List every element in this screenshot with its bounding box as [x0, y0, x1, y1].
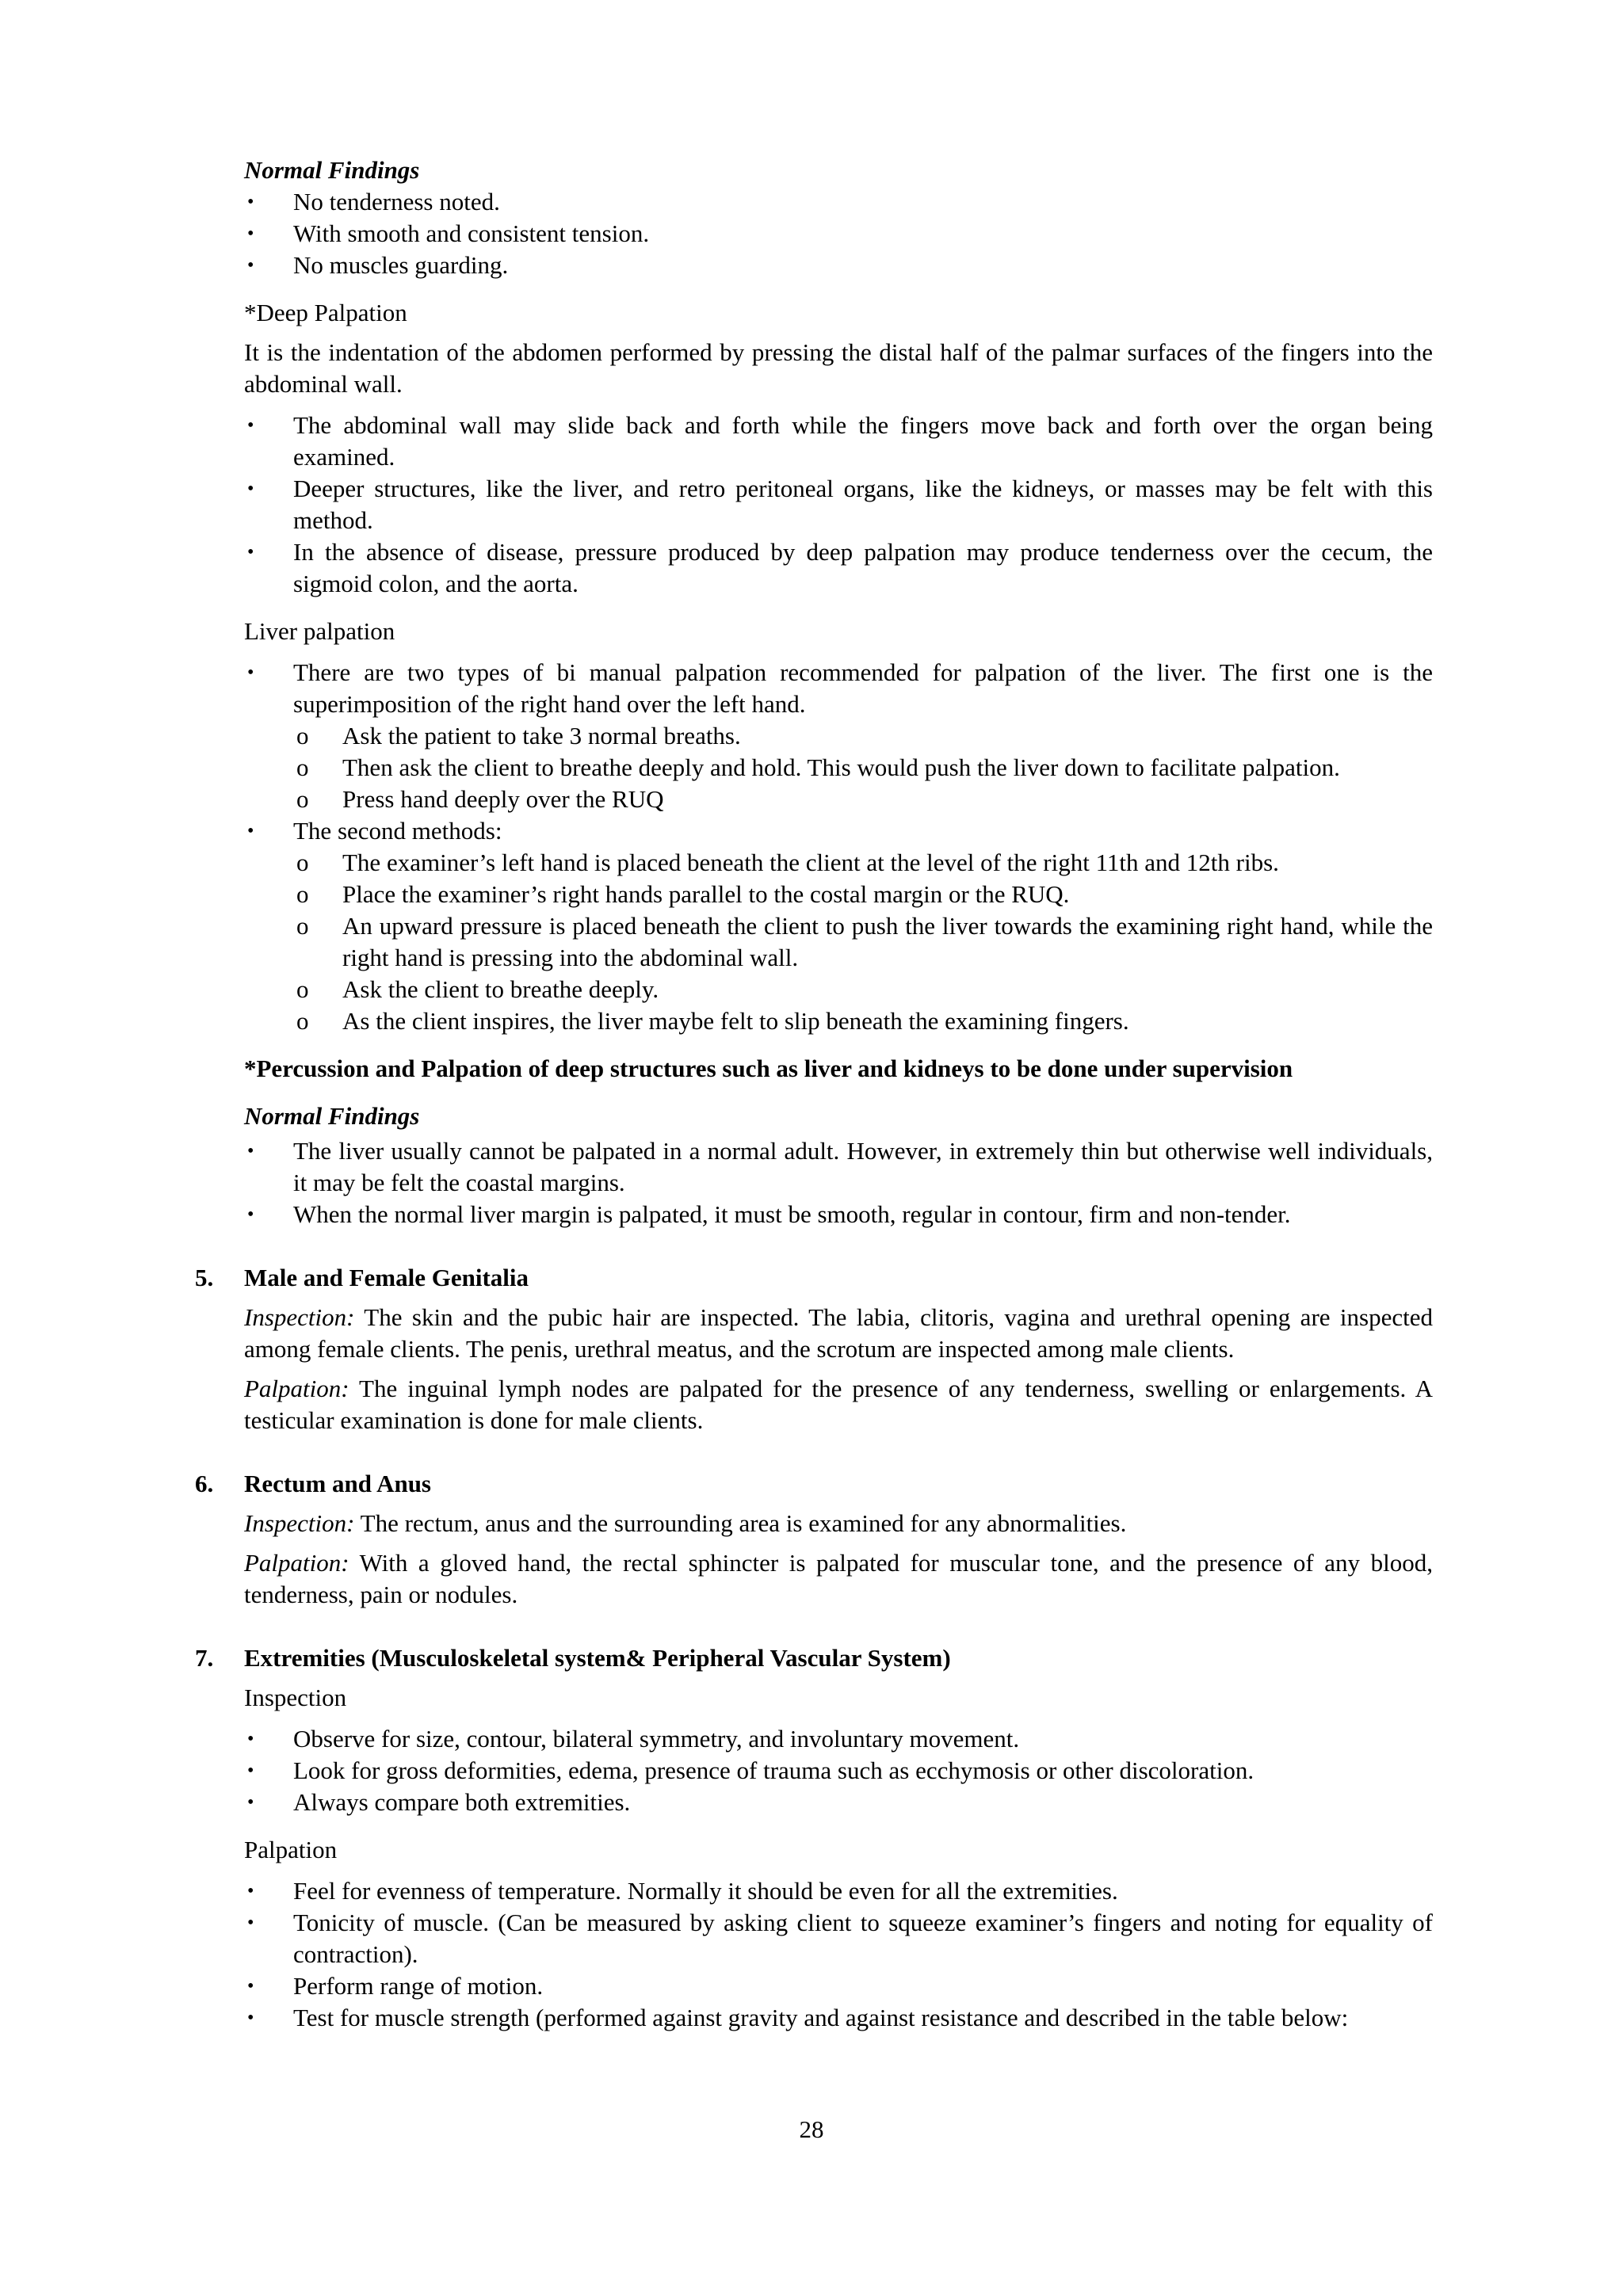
bullet-icon: •	[247, 255, 254, 276]
list-item: • The liver usually cannot be palpated in a normal adult. However, in extremely thin but otherwise well individuals, it may be felt the coastal margins.	[247, 1137, 1433, 1196]
list-item: o As the client inspires, the liver maybe felt to slip beneath the examining fingers.	[293, 1005, 1433, 1037]
section-heading	[195, 1262, 1433, 1294]
list-item: o Ask the patient to take 3 normal breaths.	[293, 720, 1433, 752]
list-item: • Feel for evenness of temperature. Normally it should be even for all the extremities.	[244, 1875, 1433, 1907]
bullet-icon: •	[247, 1204, 254, 1225]
list-item: • Always compare both extremities.	[244, 1787, 1433, 1818]
inspection-list	[244, 1723, 1433, 1818]
list-item: • Perform range of motion.	[244, 1970, 1433, 2002]
bullet-icon: •	[247, 662, 254, 683]
bullet-icon: •	[247, 1141, 254, 1161]
supervision-note: *Percussion and Palpation of deep structures such as liver and kidneys to be done under supervision	[244, 1055, 1293, 1082]
normal-findings-heading: Normal Findings	[244, 156, 420, 184]
circle-bullet-icon: o	[296, 722, 309, 749]
section-number: 7.	[195, 1644, 214, 1672]
deep-palpation-heading: *Deep Palpation	[244, 299, 407, 326]
list-item: o An upward pressure is placed beneath the client to push the liver towards the examining right hand, while the right hand is pressing into the abdominal wall.	[296, 912, 1433, 971]
circle-bullet-icon: o	[296, 975, 309, 1003]
circle-bullet-icon: o	[296, 849, 309, 876]
bullet-icon: •	[247, 821, 254, 841]
palpation-label: Palpation:	[244, 1549, 349, 1577]
list-item: • Deeper structures, like the liver, and retro peritoneal organs, like the kidneys, or masses may be felt with this method.	[247, 475, 1433, 534]
liver-palpation-list	[244, 657, 1433, 1037]
circle-bullet-icon: o	[296, 912, 309, 940]
bullet-icon: •	[247, 1881, 254, 1901]
circle-bullet-icon: o	[296, 880, 309, 908]
inspection-paragraph: Inspection: The skin and the pubic hair are inspected. The labia, clitoris, vagina and urethral opening are inspected among female clients. The penis, urethral meatus, and the scrotum are inspected among male clients.	[244, 1303, 1433, 1363]
list-item: o Then ask the client to breathe deeply and hold. This would push the liver down to facilitate palpation.	[293, 752, 1433, 784]
list-item: o The examiner’s left hand is placed beneath the client at the level of the right 11th and 12th ribs.	[293, 847, 1433, 879]
inspection-label: Inspection:	[244, 1303, 355, 1331]
bullet-icon: •	[247, 1760, 254, 1781]
palpation-list	[244, 1875, 1433, 2034]
list-item: o Press hand deeply over the RUQ	[293, 784, 1433, 815]
list-item: • The abdominal wall may slide back and forth while the fingers move back and forth over the organ being examined.	[247, 411, 1433, 471]
bullet-icon: •	[247, 223, 254, 244]
inspection-heading: Inspection	[244, 1684, 347, 1711]
section-title: Rectum and Anus	[244, 1470, 431, 1497]
palpation-heading: Palpation	[244, 1836, 338, 1863]
inspection-label: Inspection:	[244, 1509, 355, 1537]
circle-bullet-icon: o	[296, 753, 309, 781]
list-item: o Ask the client to breathe deeply.	[293, 974, 1433, 1005]
section-title: Male and Female Genitalia	[244, 1264, 529, 1291]
section-heading	[195, 1468, 1433, 1500]
circle-bullet-icon: o	[296, 1007, 309, 1035]
liver-palpation-heading: Liver palpation	[244, 617, 395, 645]
circle-bullet-icon: o	[296, 785, 309, 813]
list-item: • The second methods: o The examiner’s left hand is placed beneath the client at the level of the right 11th and 12th ribs. o Place the examiner’s right hands parallel to the costal margin or the RUQ. o An upward pressure is placed beneath the client to push the liver towards the examining right hand, while the right hand is pressing into the abdominal wall. o Ask the client to breathe deeply. o As the client inspires, the liver maybe felt to slip beneath the examining fingers.	[244, 815, 1433, 1037]
list-item: • When the normal liver margin is palpated, it must be smooth, regular in contour, firm and non-tender.	[244, 1199, 1433, 1230]
page-content	[195, 154, 1433, 2034]
list-item: • There are two types of bi manual palpation recommended for palpation of the liver. The first one is the superimposition of the right hand over the left hand. o Ask the patient to take 3 normal breaths. o Then ask the client to breathe deeply and hold. This would push the liver down to facilitate palpation. o Press hand deeply over the RUQ	[244, 657, 1433, 815]
list-item: • Test for muscle strength (performed against gravity and against resistance and described in the table below:	[244, 2002, 1433, 2034]
section-number: 5.	[195, 1264, 214, 1291]
bullet-icon: •	[247, 1729, 254, 1749]
bullet-icon: •	[247, 479, 254, 499]
list-item: • Tonicity of muscle. (Can be measured by asking client to squeeze examiner’s fingers and noting for equality of contraction).	[247, 1909, 1433, 1968]
bullet-icon: •	[247, 1976, 254, 1997]
bullet-icon: •	[247, 415, 254, 436]
bullet-icon: •	[247, 192, 254, 212]
list-item: o Place the examiner’s right hands parallel to the costal margin or the RUQ.	[293, 879, 1433, 910]
section-heading	[195, 1642, 1433, 1674]
list-item: • No muscles guarding.	[244, 250, 1433, 281]
normal-findings-heading: Normal Findings	[244, 1102, 420, 1130]
palpation-paragraph: Palpation: The inguinal lymph nodes are palpated for the presence of any tenderness, swelling or enlargements. A testicular examination is done for male clients.	[244, 1375, 1433, 1434]
bullet-icon: •	[247, 542, 254, 563]
liver-method2-steps	[293, 847, 1433, 1037]
normal-findings-list	[244, 1135, 1433, 1230]
list-item: • Look for gross deformities, edema, presence of trauma such as ecchymosis or other discoloration.	[244, 1755, 1433, 1787]
page-number: 28	[799, 2115, 824, 2143]
section-number: 6.	[195, 1470, 214, 1497]
palpation-paragraph: Palpation: With a gloved hand, the rectal sphincter is palpated for muscular tone, and the presence of any blood, tenderness, pain or nodules.	[244, 1549, 1433, 1608]
deep-palpation-description: It is the indentation of the abdomen performed by pressing the distal half of the palmar surfaces of the fingers into the abdominal wall.	[244, 338, 1433, 398]
list-item: • With smooth and consistent tension.	[244, 218, 1433, 250]
bullet-icon: •	[247, 1792, 254, 1813]
bullet-icon: •	[247, 2008, 254, 2028]
list-item: • Observe for size, contour, bilateral symmetry, and involuntary movement.	[244, 1723, 1433, 1755]
liver-method1-steps	[293, 720, 1433, 815]
normal-findings-list	[244, 186, 1433, 281]
palpation-label: Palpation:	[244, 1375, 349, 1402]
bullet-icon: •	[247, 1913, 254, 1933]
list-item: • No tenderness noted.	[244, 186, 1433, 218]
list-item: • In the absence of disease, pressure produced by deep palpation may produce tenderness over the cecum, the sigmoid colon, and the aorta.	[247, 538, 1433, 597]
inspection-paragraph: Inspection: The rectum, anus and the surrounding area is examined for any abnormalities.	[244, 1509, 1127, 1537]
section-title: Extremities (Musculoskeletal system& Peripheral Vascular System)	[244, 1644, 951, 1672]
deep-palpation-list	[244, 410, 1433, 600]
